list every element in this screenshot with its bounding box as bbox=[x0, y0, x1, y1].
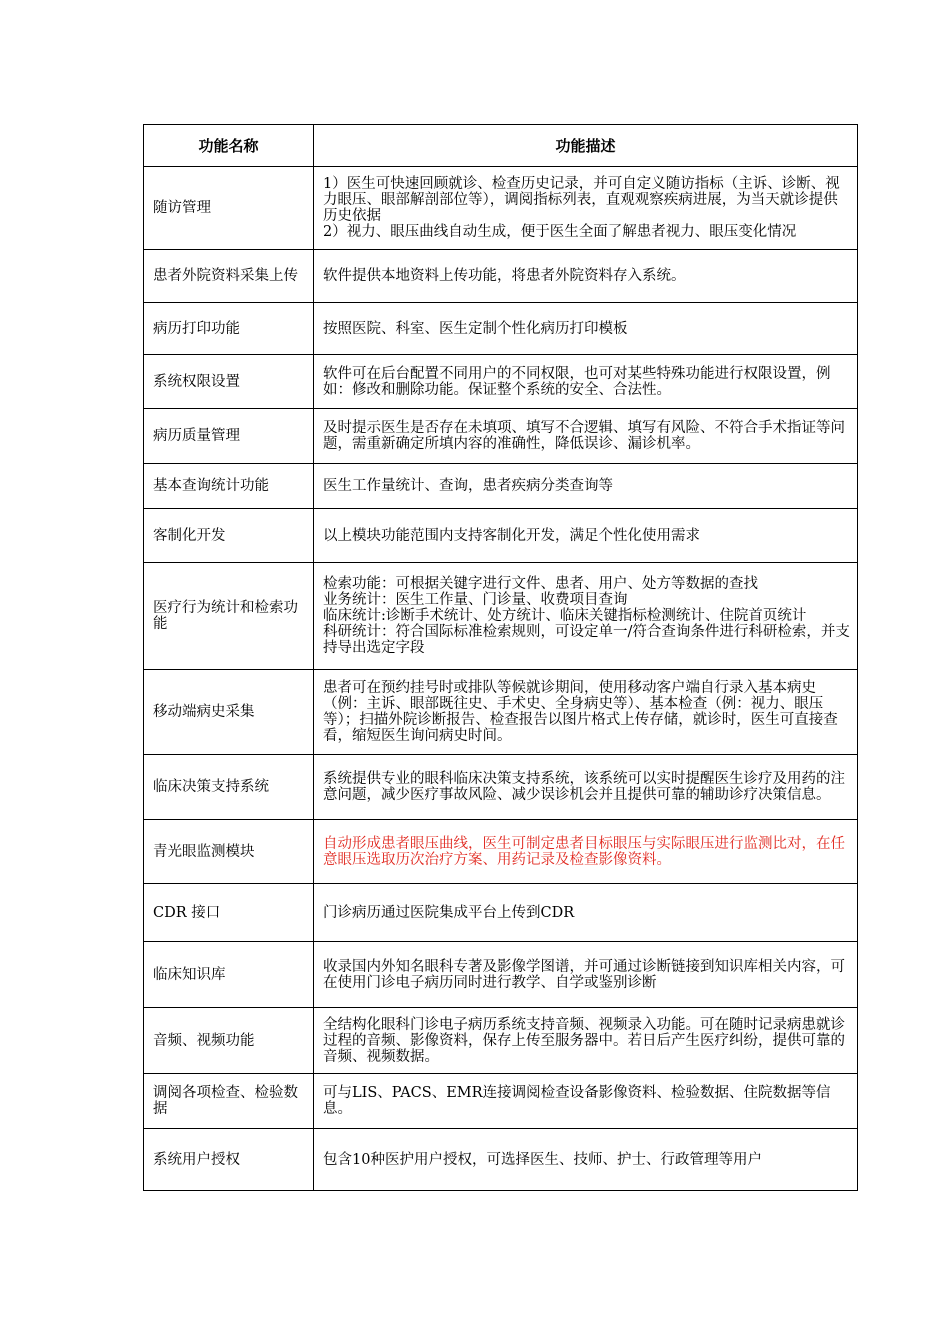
row-function-description bbox=[314, 303, 858, 355]
row-function-description bbox=[314, 409, 858, 464]
header-function-description: 功能描述 bbox=[314, 125, 858, 167]
row-function-name: 病历质量管理 bbox=[144, 409, 314, 464]
table-row bbox=[144, 409, 858, 464]
description-line: 自动形成患者眼压曲线，医生可制定患者目标眼压与实际眼压进行监测比对，在任意眼压选取历次治疗方案、用药记录及检查影像资料。 bbox=[323, 835, 845, 868]
row-function-description bbox=[314, 942, 858, 1008]
row-function-description bbox=[314, 1074, 858, 1129]
row-function-description bbox=[314, 563, 858, 670]
table-row bbox=[144, 1129, 858, 1191]
row-function-description bbox=[314, 755, 858, 820]
table-row bbox=[144, 884, 858, 942]
description-line: 检索功能：可根据关键字进行文件、患者、用户、处方等数据的查找 bbox=[323, 576, 758, 592]
row-function-name: 病历打印功能 bbox=[144, 303, 314, 355]
table-row bbox=[144, 303, 858, 355]
description-line: 门诊病历通过医院集成平台上传到CDR bbox=[323, 904, 575, 921]
table-row bbox=[144, 1008, 858, 1074]
table-row bbox=[144, 464, 858, 509]
table-row bbox=[144, 1074, 858, 1129]
row-function-name: 系统用户授权 bbox=[144, 1129, 314, 1191]
row-function-name: 医疗行为统计和检索功能 bbox=[144, 563, 314, 670]
description-line: 临床统计:诊断手术统计、处方统计、临床关键指标检测统计、住院首页统计 bbox=[323, 608, 807, 624]
row-function-name: 调阅各项检查、检验数据 bbox=[144, 1074, 314, 1129]
description-line: 以上模块功能范围内支持客制化开发，满足个性化使用需求 bbox=[323, 527, 700, 544]
row-function-name: 青光眼监测模块 bbox=[144, 820, 314, 884]
row-function-name: 移动端病史采集 bbox=[144, 670, 314, 755]
description-line: 软件可在后台配置不同用户的不同权限，也可对某些特殊功能进行权限设置，例如：修改和删除功能。保证整个系统的安全、合法性。 bbox=[323, 365, 831, 398]
row-function-description bbox=[314, 1129, 858, 1191]
table-row bbox=[144, 355, 858, 409]
row-function-description bbox=[314, 884, 858, 942]
description-line: 患者可在预约挂号时或排队等候就诊期间，使用移动客户端自行录入基本病史（例：主诉、眼部既往史、手术史、全身病史等）、基本检查（例：视力、眼压等）；扫描外院诊断报告、检查报告以图片格式上传存储，就诊时，医生可直接查看，缩短医生询问病史时间。 bbox=[323, 680, 838, 744]
row-function-name: 基本查询统计功能 bbox=[144, 464, 314, 509]
description-line: 包含10种医护用户授权，可选择医生、技师、护士、行政管理等用户 bbox=[323, 1151, 762, 1168]
description-line: 全结构化眼科门诊电子病历系统支持音频、视频录入功能。可在随时记录病患就诊过程的音频、影像资料，保存上传至服务器中。若日后产生医疗纠纷，提供可靠的音频、视频数据。 bbox=[323, 1016, 845, 1065]
row-function-description-highlighted bbox=[314, 820, 858, 884]
row-function-description bbox=[314, 167, 858, 250]
description-line: 可与LIS、PACS、EMR连接调阅检查设备影像资料、检验数据、住院数据等信息。 bbox=[323, 1085, 831, 1117]
function-table bbox=[143, 124, 858, 1191]
description-line: 及时提示医生是否存在未填项、填写不合逻辑、填写有风险、不符合手术指证等问题，需重新确定所填内容的准确性，降低误诊、漏诊机率。 bbox=[323, 420, 845, 452]
row-function-description bbox=[314, 250, 858, 303]
row-function-name: CDR 接口 bbox=[144, 884, 314, 942]
table-row bbox=[144, 942, 858, 1008]
row-function-name: 患者外院资料采集上传 bbox=[144, 250, 314, 303]
row-function-name: 音频、视频功能 bbox=[144, 1008, 314, 1074]
description-line: 系统提供专业的眼科临床决策支持系统，该系统可以实时提醒医生诊疗及用药的注意问题，减少医疗事故风险、减少误诊机会并且提供可靠的辅助诊疗决策信息。 bbox=[323, 771, 845, 803]
row-function-name: 临床知识库 bbox=[144, 942, 314, 1008]
header-function-name: 功能名称 bbox=[144, 125, 314, 167]
description-line: 业务统计：医生工作量、门诊量、收费项目查询 bbox=[323, 592, 628, 608]
description-line: 科研统计：符合国际标准检索规则，可设定单一/符合查询条件进行科研检索，并支持导出选定字段 bbox=[323, 624, 850, 656]
table-row bbox=[144, 250, 858, 303]
description-line: 收录国内外知名眼科专著及影像学图谱，并可通过诊断链接到知识库相关内容，可在使用门诊电子病历同时进行教学、自学或鉴别诊断 bbox=[323, 958, 845, 991]
description-line: 2）视力、眼压曲线自动生成，便于医生全面了解患者视力、眼压变化情况 bbox=[323, 224, 797, 240]
table-header-row bbox=[144, 125, 858, 167]
description-line: 按照医院、科室、医生定制个性化病历打印模板 bbox=[323, 320, 628, 337]
row-function-name: 客制化开发 bbox=[144, 509, 314, 563]
table-row bbox=[144, 563, 858, 670]
table-row bbox=[144, 820, 858, 884]
row-function-description bbox=[314, 464, 858, 509]
row-function-name: 临床决策支持系统 bbox=[144, 755, 314, 820]
description-line: 医生工作量统计、查询，患者疾病分类查询等 bbox=[323, 478, 613, 494]
description-line: 软件提供本地资料上传功能，将患者外院资料存入系统。 bbox=[323, 268, 686, 284]
table-row bbox=[144, 167, 858, 250]
description-line: 1）医生可快速回顾就诊、检查历史记录，并可自定义随访指标（主诉、诊断、视力眼压、眼部解剖部位等），调阅指标列表，直观观察疾病进展，为当天就诊提供历史依据 bbox=[323, 176, 840, 224]
row-function-name: 系统权限设置 bbox=[144, 355, 314, 409]
table-row bbox=[144, 670, 858, 755]
row-function-description bbox=[314, 355, 858, 409]
table-row bbox=[144, 755, 858, 820]
row-function-description bbox=[314, 509, 858, 563]
row-function-name: 随访管理 bbox=[144, 167, 314, 250]
row-function-description bbox=[314, 670, 858, 755]
row-function-description bbox=[314, 1008, 858, 1074]
table-row bbox=[144, 509, 858, 563]
